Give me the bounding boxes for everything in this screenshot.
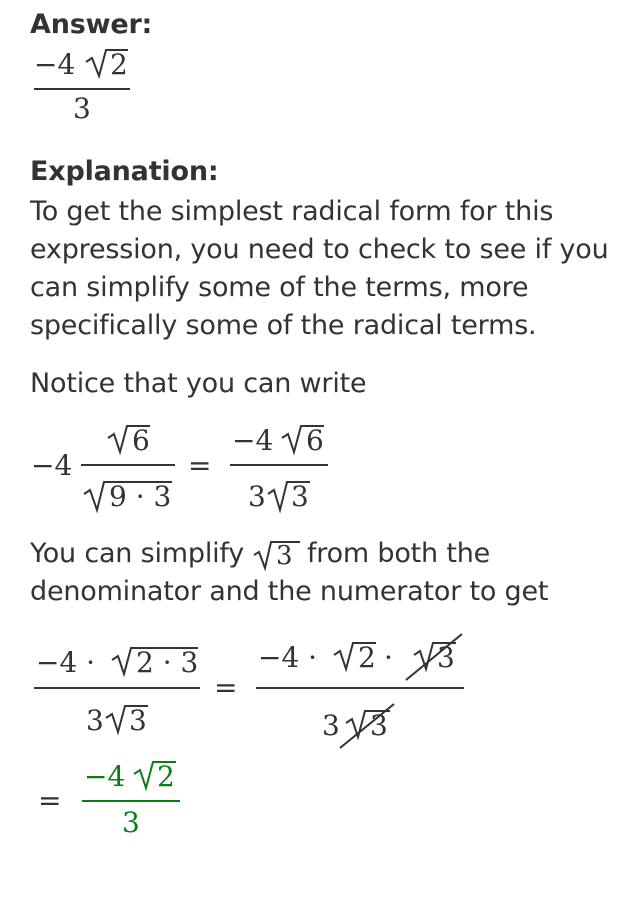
eq2-lhs-denominator-radicand: 3 (129, 704, 147, 737)
eq2-lhs-numerator-prefix: −4 · (36, 646, 96, 679)
explanation-paragraph-line-4: specifically some of the radical terms. (30, 310, 537, 341)
final-numerator-coefficient: −4 (84, 760, 126, 793)
answer-numerator-radicand: 2 (110, 48, 128, 81)
eq2-rhs-numerator-cancelled-radicand: 3 (437, 641, 455, 674)
eq1-rhs-numerator-radicand: 6 (306, 424, 324, 457)
eq1-rhs-numerator-coefficient: −4 (232, 424, 274, 457)
explanation-paragraph-line-1: To get the simplest radical form for this (30, 196, 554, 227)
final-numerator-radicand: 2 (157, 760, 175, 793)
eq2-rhs-denominator-cancelled-radicand: 3 (370, 709, 388, 742)
eq2-lhs-denominator-coefficient: 3 (86, 704, 104, 737)
eq1-rhs-denominator-radicand: 3 (291, 480, 309, 513)
eq2-lhs-numerator-radicand: 2 · 3 (136, 646, 199, 679)
equation-1 (31, 424, 328, 513)
eq2-rhs-denominator-coefficient: 3 (322, 709, 340, 742)
simplify-line-2: denominator and the numerator to get (30, 576, 549, 607)
eq2-rhs-numerator-prefix: −4 · (258, 641, 318, 674)
eq1-lhs-coefficient: −4 (31, 449, 73, 482)
eq1-rhs-denominator-coefficient: 3 (248, 480, 266, 513)
final-equals: = (38, 784, 62, 817)
inline-sqrt-radicand: 3 (276, 541, 293, 571)
eq2-equals: = (214, 671, 238, 704)
simplify-line-1-after: from both the (307, 538, 491, 569)
explanation-paragraph-line-3: can simplify some of the terms, more (30, 272, 529, 303)
final-fraction (82, 760, 180, 839)
final-denominator: 3 (122, 806, 140, 839)
eq1-lhs-denominator-radicand: 9 · 3 (109, 480, 172, 513)
equation-2 (34, 634, 464, 748)
answer-heading: Answer: (30, 9, 153, 40)
notice-line: Notice that you can write (30, 368, 367, 399)
eq2-rhs-numerator-dot: · (384, 641, 393, 674)
explanation-paragraph-line-2: expression, you need to check to see if you (30, 234, 609, 265)
final-result (38, 760, 180, 839)
eq1-lhs-numerator-radicand: 6 (132, 424, 150, 457)
simplify-line-1-before: You can simplify (30, 538, 245, 569)
explanation-heading: Explanation: (30, 156, 219, 187)
eq2-rhs-numerator-radicand: 2 (358, 641, 376, 674)
answer-fraction (34, 48, 130, 125)
answer-numerator-coefficient: −4 (34, 48, 76, 81)
eq1-equals: = (188, 449, 212, 482)
inline-sqrt (254, 541, 300, 571)
answer-denominator: 3 (73, 92, 91, 125)
